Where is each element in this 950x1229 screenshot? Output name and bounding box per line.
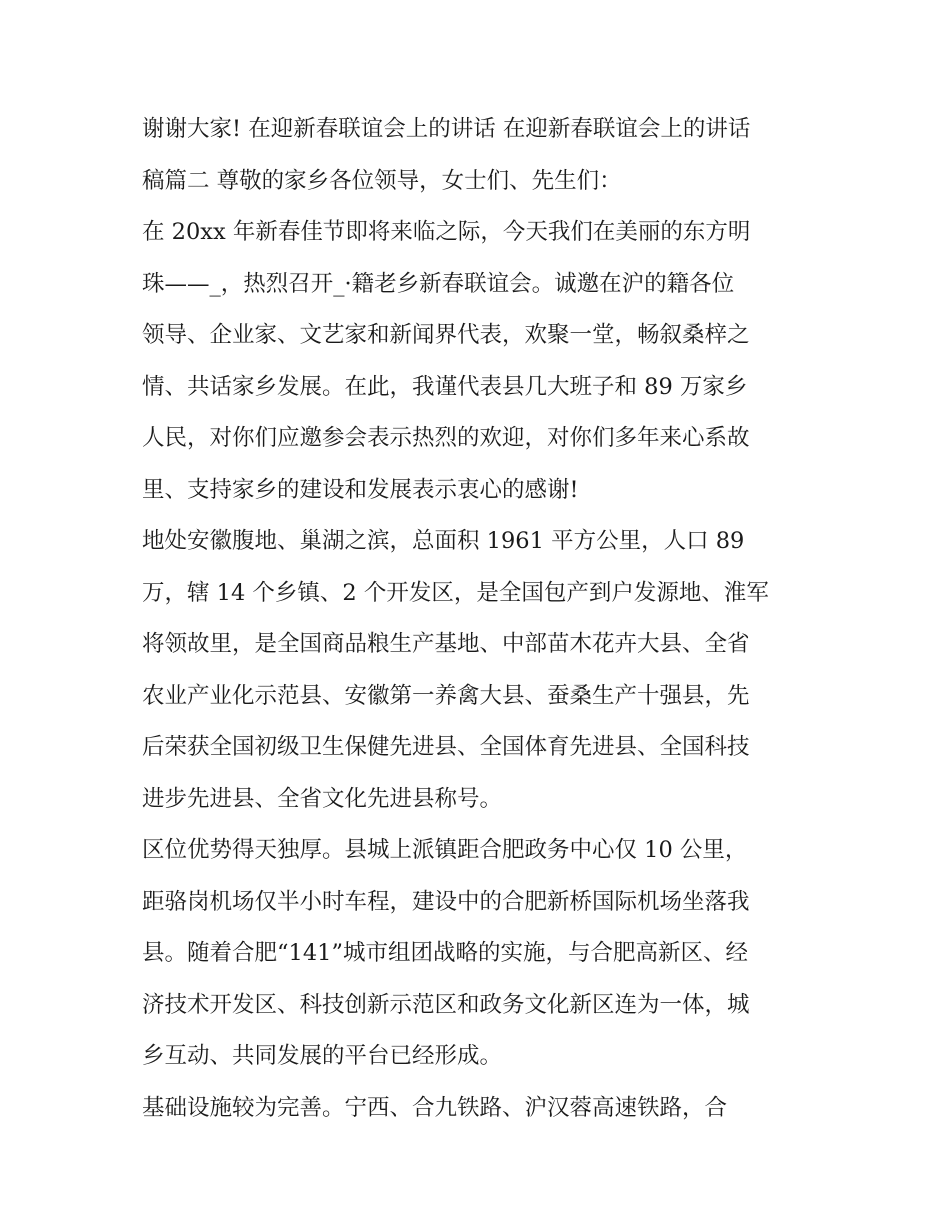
text-line: 情、共话家乡发展。在此，我谨代表县几大班子和 89 万家乡 bbox=[142, 373, 748, 400]
text-line: 地处安徽腹地、巢湖之滨，总面积 1961 平方公里，人口 89 bbox=[142, 528, 745, 554]
text-line: 万，辖 14 个乡镇、2 个开发区，是全国包产到户发源地、淮军 bbox=[142, 579, 769, 606]
text-line: 县。随着合肥“141”城市组团战略的实施，与合肥高新区、经 bbox=[142, 940, 748, 966]
text-line: 基础设施较为完善。宁西、合九铁路、沪汉蓉高速铁路，合 bbox=[142, 1094, 728, 1121]
text-line: 稿篇二 尊敬的家乡各位领导，女士们、先生们： bbox=[142, 167, 622, 194]
text-line: 乡互动、共同发展的平台已经形成。 bbox=[142, 1043, 503, 1069]
text-line: 领导、企业家、文艺家和新闻界代表，欢聚一堂，畅叙桑梓之 bbox=[142, 322, 750, 348]
text-line: 区位优势得天独厚。县城上派镇距合肥政务中心仅 10 公里， bbox=[142, 837, 748, 863]
text-line: 农业产业化示范县、安徽第一养禽大县、蚕桑生产十强县，先 bbox=[142, 682, 750, 709]
text-line: 在 20xx 年新春佳节即将来临之际，今天我们在美丽的东方明 bbox=[142, 219, 751, 245]
text-line: 珠——_，热烈召开_·籍老乡新春联谊会。诚邀在沪的籍各位 bbox=[142, 270, 735, 297]
document-body bbox=[142, 104, 814, 1134]
text-line: 济技术开发区、科技创新示范区和政务文化新区连为一体，城 bbox=[142, 991, 750, 1018]
text-line: 进步先进县、全省文化先进县称号。 bbox=[142, 785, 503, 812]
text-line: 距骆岗机场仅半小时车程，建设中的合肥新桥国际机场坐落我 bbox=[142, 888, 750, 915]
text-line: 人民，对你们应邀参会表示热烈的欢迎，对你们多年来心系故 bbox=[142, 425, 750, 451]
text-line: 将领故里，是全国商品粮生产基地、中部苗木花卉大县、全省 bbox=[142, 631, 750, 657]
text-line: 谢谢大家! 在迎新春联谊会上的讲话 在迎新春联谊会上的讲话 bbox=[142, 116, 751, 142]
text-line: 里、支持家乡的建设和发展表示衷心的感谢! bbox=[142, 476, 579, 503]
text-line: 后荣获全国初级卫生保健先进县、全国体育先进县、全国科技 bbox=[142, 734, 750, 760]
